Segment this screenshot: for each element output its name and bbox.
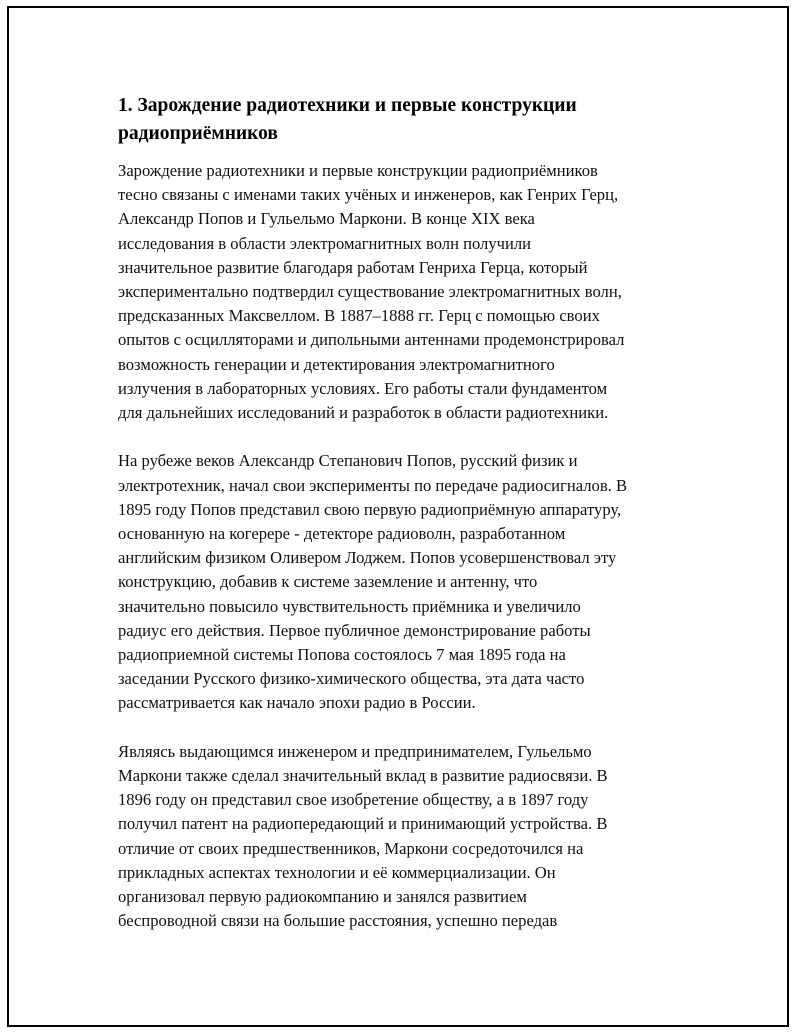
text-line: возможность генерации и детектирования электромагнитного [118,354,555,374]
paragraph-marconi [118,740,690,934]
text-line: заседании Русского физико-химического общества, эта дата часто [118,669,585,689]
text-line: прикладных аспектах технологии и её коммерциализации. Он [118,862,556,882]
text-line: для дальнейших исследований и разработок в области радиотехники. [118,403,609,423]
text-line: радиоприемной системы Попова состоялось 7 мая 1895 года на [118,645,566,665]
text-line: опытов с осцилляторами и дипольными антеннами продемонстрировал [118,330,625,350]
document-body [118,92,690,933]
text-line: отличие от своих предшественников, Маркони сосредоточился на [118,838,584,858]
heading-line: радиоприёмников [118,123,278,144]
text-line: рассматривается как начало эпохи радио в России. [118,693,476,713]
heading-line: 1. Зарождение радиотехники и первые конструкции [118,95,577,116]
text-line: Зарождение радиотехники и первые конструкции радиоприёмников [118,161,598,180]
text-line: 1895 году Попов представил свою первую радиоприёмную аппаратуру, [118,499,622,519]
paragraph-hertz [118,159,690,425]
text-line: электротехник, начал свои эксперименты по передаче радиосигналов. В [118,475,628,495]
paragraph-spacer [118,716,690,740]
text-line: исследования в области электромагнитных волн получили [118,233,532,253]
paragraph-popov [118,449,690,715]
text-line: значительно повысило чувствительность приёмника и увеличило [118,596,581,616]
text-line: тесно связаны с именами таких учёных и инженеров, как Генрих Герц, [118,185,619,205]
paragraph-spacer [118,425,690,449]
text-line: значительное развитие благодаря работам Генриха Герца, который [118,257,588,277]
text-line: радиус его действия. Первое публичное демонстрирование работы [118,620,591,640]
text-line: английским физиком Оливером Лоджем. Попов усовершенствовал эту [118,548,617,568]
text-line: предсказанных Максвеллом. В 1887–1888 гг. Герц с помощью своих [118,306,600,326]
text-line: экспериментально подтвердил существование электромагнитных волн, [118,282,622,302]
text-line: основанную на когерере - детекторе радиоволн, разработанном [118,524,566,544]
text-line: Александр Попов и Гульельмо Маркони. В конце XIX века [118,209,535,229]
text-line: 1896 году он представил свое изобретение обществу, а в 1897 году [118,790,589,810]
text-line: получил патент на радиопередающий и принимающий устройства. В [118,814,608,834]
text-line: На рубеже веков Александр Степанович Попов, русский физик и [118,451,578,471]
text-line: конструкцию, добавив к системе заземление и антенну, что [118,572,538,592]
text-line: организовал первую радиокомпанию и занялся развитием [118,887,527,907]
text-line: беспроводной связи на большие расстояния, успешно передав [118,911,558,931]
section-heading [118,92,690,148]
text-line: излучения в лабораторных условиях. Его работы стали фундаментом [118,378,608,398]
text-line: Являясь выдающимся инженером и предпринимателем, Гульельмо [118,741,592,761]
text-line: Маркони также сделал значительный вклад в развитие радиосвязи. В [118,766,608,786]
